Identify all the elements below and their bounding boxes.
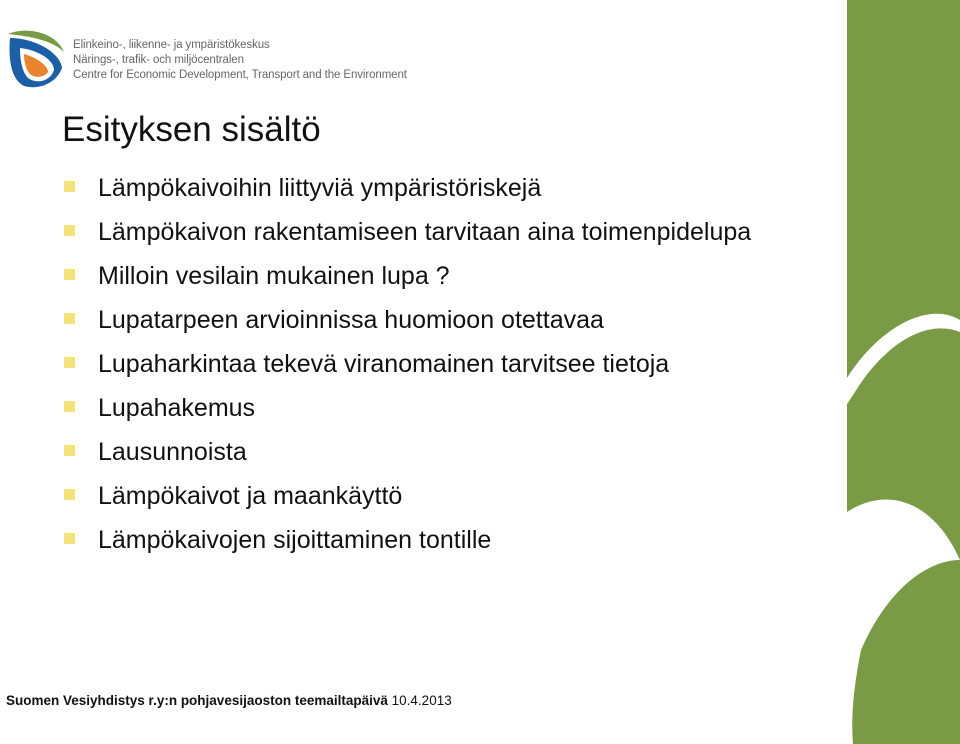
list-item — [64, 436, 824, 469]
list-item-text: Lämpökaivon rakentamiseen tarvitaan aina toimenpidelupa — [98, 218, 752, 246]
list-item-text: Lausunnoista — [98, 438, 247, 466]
list-item — [64, 172, 824, 205]
org-name-line: Elinkeino-, liikenne- ja ympäristökeskus — [73, 39, 270, 51]
org-name-line: Närings-, trafik- och miljöcentralen — [73, 54, 244, 66]
list-item — [64, 524, 824, 557]
bullet-list — [64, 172, 824, 568]
list-item-text: Milloin vesilain mukainen lupa ? — [98, 262, 450, 290]
list-item-text: Lämpökaivojen sijoittaminen tontille — [98, 526, 492, 554]
list-item — [64, 392, 824, 425]
list-item-text: Lupaharkintaa tekevä viranomainen tarvitsee tietoja — [98, 350, 670, 378]
square-bullet-icon — [64, 401, 75, 412]
list-item-text: Lämpökaivot ja maankäyttö — [98, 482, 403, 510]
ely-keskus-logo-icon — [4, 28, 66, 92]
footer-date: 10.4.2013 — [391, 693, 452, 708]
square-bullet-icon — [64, 533, 75, 544]
list-item — [64, 480, 824, 513]
org-name-line: Centre for Economic Development, Transport and the Environment — [73, 69, 407, 81]
organization-names — [73, 38, 407, 83]
square-bullet-icon — [64, 181, 75, 192]
list-item-text: Lupatarpeen arvioinnissa huomioon otettavaa — [98, 306, 604, 334]
square-bullet-icon — [64, 357, 75, 368]
list-item-text: Lupahakemus — [98, 394, 256, 422]
square-bullet-icon — [64, 313, 75, 324]
list-item — [64, 260, 824, 293]
list-item — [64, 304, 824, 337]
footer-event: Suomen Vesiyhdistys r.y:n pohjavesijaoston teemailtapäivä — [6, 693, 388, 708]
list-item — [64, 348, 824, 381]
list-item-text: Lämpökaivoihin liittyviä ympäristöriskejä — [98, 174, 542, 202]
slide-footer — [6, 692, 452, 710]
slide-title: Esityksen sisältö — [62, 110, 321, 149]
square-bullet-icon — [64, 225, 75, 236]
square-bullet-icon — [64, 445, 75, 456]
square-bullet-icon — [64, 489, 75, 500]
square-bullet-icon — [64, 269, 75, 280]
decorative-side-panel — [847, 0, 960, 744]
list-item — [64, 216, 824, 249]
